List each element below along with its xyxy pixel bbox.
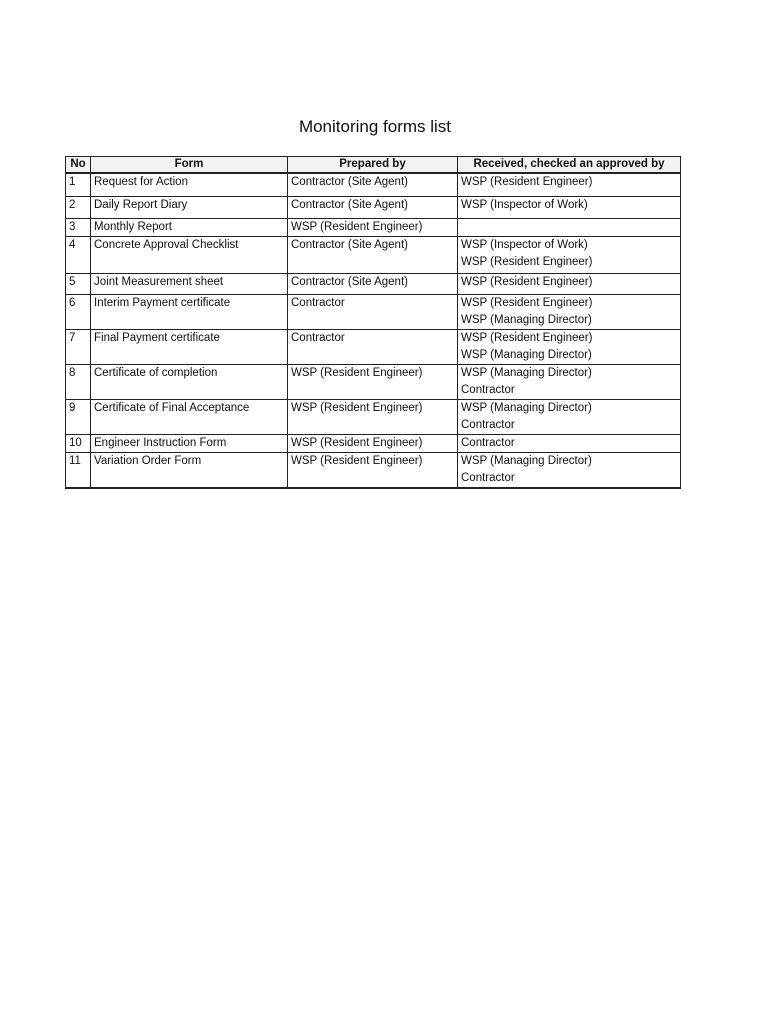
received-by-line: Contractor <box>461 436 515 449</box>
received-by-line: WSP (Resident Engineer) <box>461 296 593 309</box>
received-by-line: WSP (Resident Engineer) <box>461 255 593 268</box>
cell-form: Concrete Approval Checklist <box>91 236 288 273</box>
cell-no: 10 <box>66 434 91 452</box>
cell-prepared-by: WSP (Resident Engineer) <box>288 399 458 434</box>
cell-no: 6 <box>66 294 91 329</box>
table-row <box>66 294 681 329</box>
cell-no: 5 <box>66 273 91 294</box>
table-row <box>66 273 681 294</box>
cell-received-by <box>458 294 681 329</box>
received-by-line: WSP (Inspector of Work) <box>461 198 588 211</box>
cell-received-by <box>458 434 681 452</box>
cell-prepared-by: Contractor (Site Agent) <box>288 196 458 218</box>
received-by-line: WSP (Managing Director) <box>461 366 592 379</box>
received-by-line: WSP (Managing Director) <box>461 454 592 467</box>
header-form: Form <box>91 157 288 174</box>
cell-form: Variation Order Form <box>91 452 288 488</box>
table-row <box>66 399 681 434</box>
received-by-line: WSP (Managing Director) <box>461 348 592 361</box>
table-header-row <box>66 157 681 174</box>
header-received-by: Received, checked an approved by <box>458 157 681 174</box>
table-row <box>66 329 681 364</box>
forms-table <box>65 156 681 489</box>
header-prepared-by: Prepared by <box>288 157 458 174</box>
cell-received-by <box>458 399 681 434</box>
received-by-line: WSP (Resident Engineer) <box>461 275 593 288</box>
cell-no: 4 <box>66 236 91 273</box>
cell-prepared-by: Contractor <box>288 329 458 364</box>
cell-received-by <box>458 329 681 364</box>
cell-no: 11 <box>66 452 91 488</box>
cell-form: Daily Report Diary <box>91 196 288 218</box>
cell-prepared-by: WSP (Resident Engineer) <box>288 364 458 399</box>
cell-received-by <box>458 273 681 294</box>
cell-form: Monthly Report <box>91 218 288 236</box>
cell-prepared-by: Contractor (Site Agent) <box>288 273 458 294</box>
cell-no: 7 <box>66 329 91 364</box>
cell-form: Request for Action <box>91 173 288 196</box>
cell-received-by <box>458 236 681 273</box>
table-row <box>66 218 681 236</box>
table-row <box>66 173 681 196</box>
cell-prepared-by: WSP (Resident Engineer) <box>288 218 458 236</box>
table-row <box>66 434 681 452</box>
table-body <box>66 173 681 488</box>
cell-form: Certificate of completion <box>91 364 288 399</box>
cell-received-by <box>458 196 681 218</box>
cell-received-by <box>458 452 681 488</box>
table-row <box>66 364 681 399</box>
table-row <box>66 196 681 218</box>
header-no: No <box>66 157 91 174</box>
cell-prepared-by: Contractor (Site Agent) <box>288 236 458 273</box>
received-by-line: WSP (Resident Engineer) <box>461 331 593 344</box>
received-by-line: Contractor <box>461 418 515 431</box>
received-by-line: WSP (Resident Engineer) <box>461 176 593 188</box>
cell-no: 8 <box>66 364 91 399</box>
table-row <box>66 236 681 273</box>
cell-received-by <box>458 218 681 236</box>
received-by-line: WSP (Managing Director) <box>461 313 592 326</box>
cell-no: 2 <box>66 196 91 218</box>
cell-form: Joint Measurement sheet <box>91 273 288 294</box>
cell-form: Certificate of Final Acceptance <box>91 399 288 434</box>
received-by-line: Contractor <box>461 383 515 396</box>
page-title: Monitoring forms list <box>298 117 452 136</box>
cell-no: 9 <box>66 399 91 434</box>
received-by-line: WSP (Inspector of Work) <box>461 238 588 251</box>
cell-prepared-by: Contractor (Site Agent) <box>288 173 458 196</box>
cell-no: 3 <box>66 218 91 236</box>
cell-no: 1 <box>66 173 91 196</box>
cell-received-by <box>458 364 681 399</box>
received-by-line: WSP (Managing Director) <box>461 401 592 414</box>
table-row <box>66 452 681 488</box>
cell-prepared-by: Contractor <box>288 294 458 329</box>
received-by-line: Contractor <box>461 471 515 484</box>
cell-prepared-by: WSP (Resident Engineer) <box>288 452 458 488</box>
cell-form: Interim Payment certificate <box>91 294 288 329</box>
cell-form: Engineer Instruction Form <box>91 434 288 452</box>
cell-prepared-by: WSP (Resident Engineer) <box>288 434 458 452</box>
cell-form: Final Payment certificate <box>91 329 288 364</box>
cell-received-by <box>458 173 681 196</box>
